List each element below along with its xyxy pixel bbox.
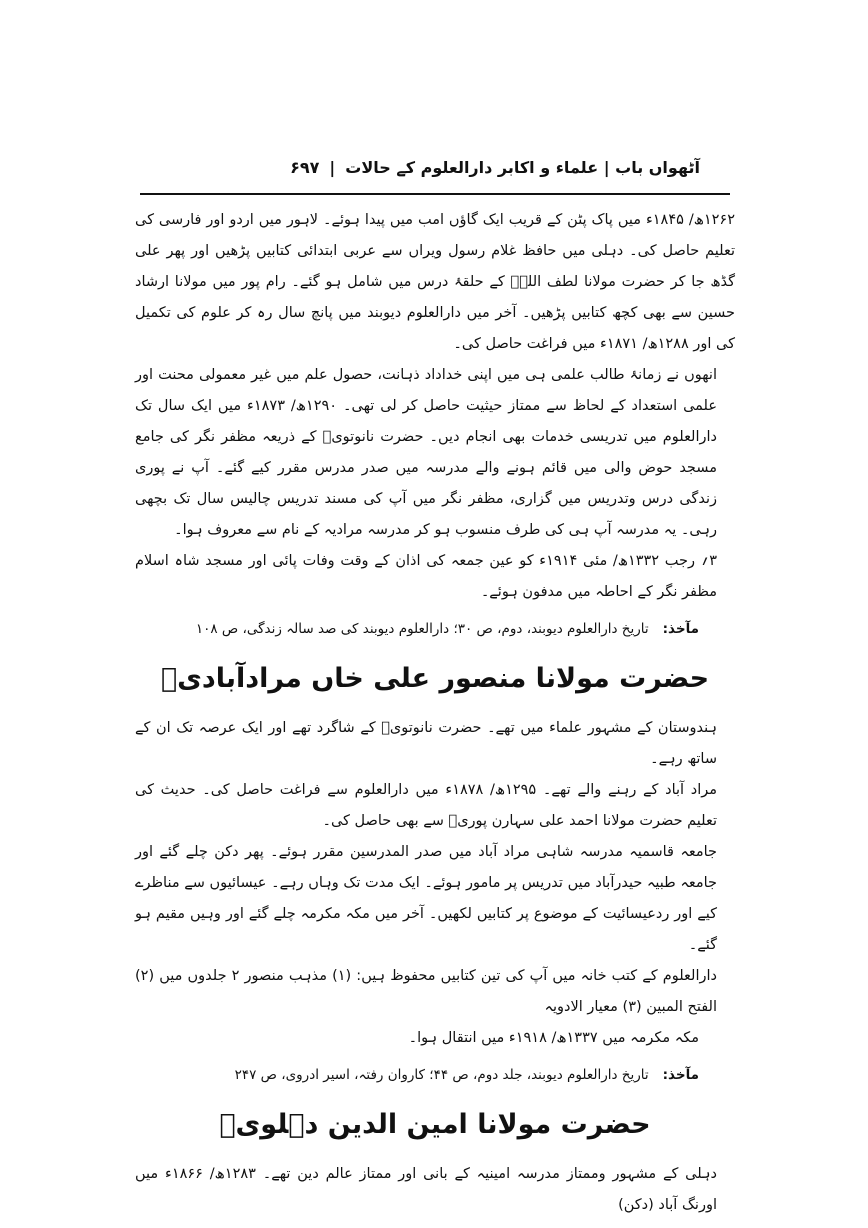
source-citation	[135, 1060, 735, 1091]
header-separator: |	[329, 158, 336, 177]
paragraph: مکہ مکرمہ میں ۱۳۳۷ھ/ ۱۹۱۸ء میں انتقال ہوا۔	[408, 1030, 699, 1046]
source-label: مآخذ:	[662, 621, 699, 637]
paragraph: انھوں نے زمانۂ طالب علمی ہی میں اپنی خداداد ذہانت، حصول علم میں غیر معمولی محنت اور علمی استعداد کے لحاظ سے ممتاز حیثیت حاصل کر لی تھی۔ ۱۲۹۰ھ/ ۱۸۷۳ء میں ایک سال تک دارالعلوم میں تدریسی خدمات بھی انجام دیں۔ حضرت نانوتویؒ کے ذریعہ مظفر نگر کی جامع مسجد حوض والی میں قائم ہونے والے مدرسہ میں صدر مدرس مقرر کیے گئے۔ آپ نے پوری زندگی درس وتدریس میں گزاری، مظفر نگر میں آپ کی مسند تدریس چالیس سال تک بچھی رہی۔ یہ مدرسہ آپ ہی کی طرف منسوب ہو کر مدرسہ مرادیہ کے نام سے معروف ہوا۔	[135, 367, 718, 538]
header-rule	[140, 193, 730, 195]
paragraph: دارالعلوم کے کتب خانہ میں آپ کی تین کتابیں محفوظ ہیں: (۱) مذہب منصور ۲ جلدوں میں (۲) الفتح المبین (۳) معیار الادویہ	[135, 968, 717, 1015]
paragraph: دہلی کے مشہور وممتاز مدرسہ امینیہ کے بانی اور ممتاز عالم دین تھے۔ ۱۲۸۳ھ/ ۱۸۶۶ء میں اورنگ آباد (دکن)	[135, 1166, 718, 1213]
page-body	[135, 205, 735, 1221]
source-citation	[135, 614, 735, 645]
paragraph: ہندوستان کے مشہور علماء میں تھے۔ حضرت نانوتویؒ کے شاگرد تھے اور ایک عرصہ تک ان کے ساتھ رہے۔	[135, 720, 717, 767]
running-header	[140, 158, 700, 177]
paragraph: جامعہ قاسمیہ مدرسہ شاہی مراد آباد میں صدر المدرسین مقرر ہوئے۔ پھر دکن چلے گئے اور جامعہ طبیہ حیدرآباد میں تدریس پر مامور ہوئے۔ ایک مدت تک وہاں رہے۔ عیسائیوں سے مناظرے کیے اور ردعیسائیت کے موضوع پر کتابیں لکھیں۔ آخر میں مکہ مکرمہ چلے گئے اور وہیں مقیم ہو گئے۔	[135, 844, 717, 953]
paragraph: ۳؍ رجب ۱۳۳۲ھ/ مئی ۱۹۱۴ء کو عین جمعہ کی اذان کے وقت وفات پائی اور مسجد شاہ اسلام مظفر نگر کے احاطہ میں مدفون ہوئے۔	[135, 553, 717, 600]
source-text: تاریخ دارالعلوم دیوبند، جلد دوم، ص ۴۴؛ کاروان رفتہ، اسیر ادروی، ص ۲۴۷	[234, 1067, 649, 1083]
section-heading: حضرت مولانا منصور علی خاں مرادآبادیؒ	[160, 663, 710, 694]
source-label: مآخذ:	[662, 1067, 699, 1083]
source-text: تاریخ دارالعلوم دیوبند، دوم، ص ۳۰؛ دارالعلوم دیوبند کی صد سالہ زندگی، ص ۱۰۸	[195, 621, 649, 637]
chapter-title: آٹھواں باب | علماء و اکابر دارالعلوم کے حالات	[345, 158, 700, 177]
paragraph: مراد آباد کے رہنے والے تھے۔ ۱۲۹۵ھ/ ۱۸۷۸ء میں دارالعلوم سے فراغت حاصل کی۔ حدیث کی تعلیم حضرت مولانا احمد علی سہارن پوریؒ سے بھی حاصل کی۔	[135, 782, 718, 829]
paragraph: ۱۲۶۲ھ/ ۱۸۴۵ء میں پاک پٹن کے قریب ایک گاؤں امب میں پیدا ہوئے۔ لاہور میں اردو اور فارسی کی تعلیم حاصل کی۔ دہلی میں حافظ غلام رسول ویراں سے عربی ابتدائی کتابیں پڑھیں اور پھر علی گڈھ جا کر حضرت مولانا لطف اللہؒ کے حلقۂ درس میں شامل ہو گئے۔ رام پور میں مولانا ارشاد حسین سے بھی کچھ کتابیں پڑھیں۔ آخر میں دارالعلوم دیوبند میں پانچ سال رہ کر علوم کی تکمیل کی اور ۱۲۸۸ھ/ ۱۸۷۱ء میں فراغت حاصل کی۔	[135, 212, 735, 352]
page-number: ۶۹۷	[290, 158, 320, 177]
section-heading: حضرت مولانا امین الدین دہلویؒ	[219, 1109, 651, 1140]
